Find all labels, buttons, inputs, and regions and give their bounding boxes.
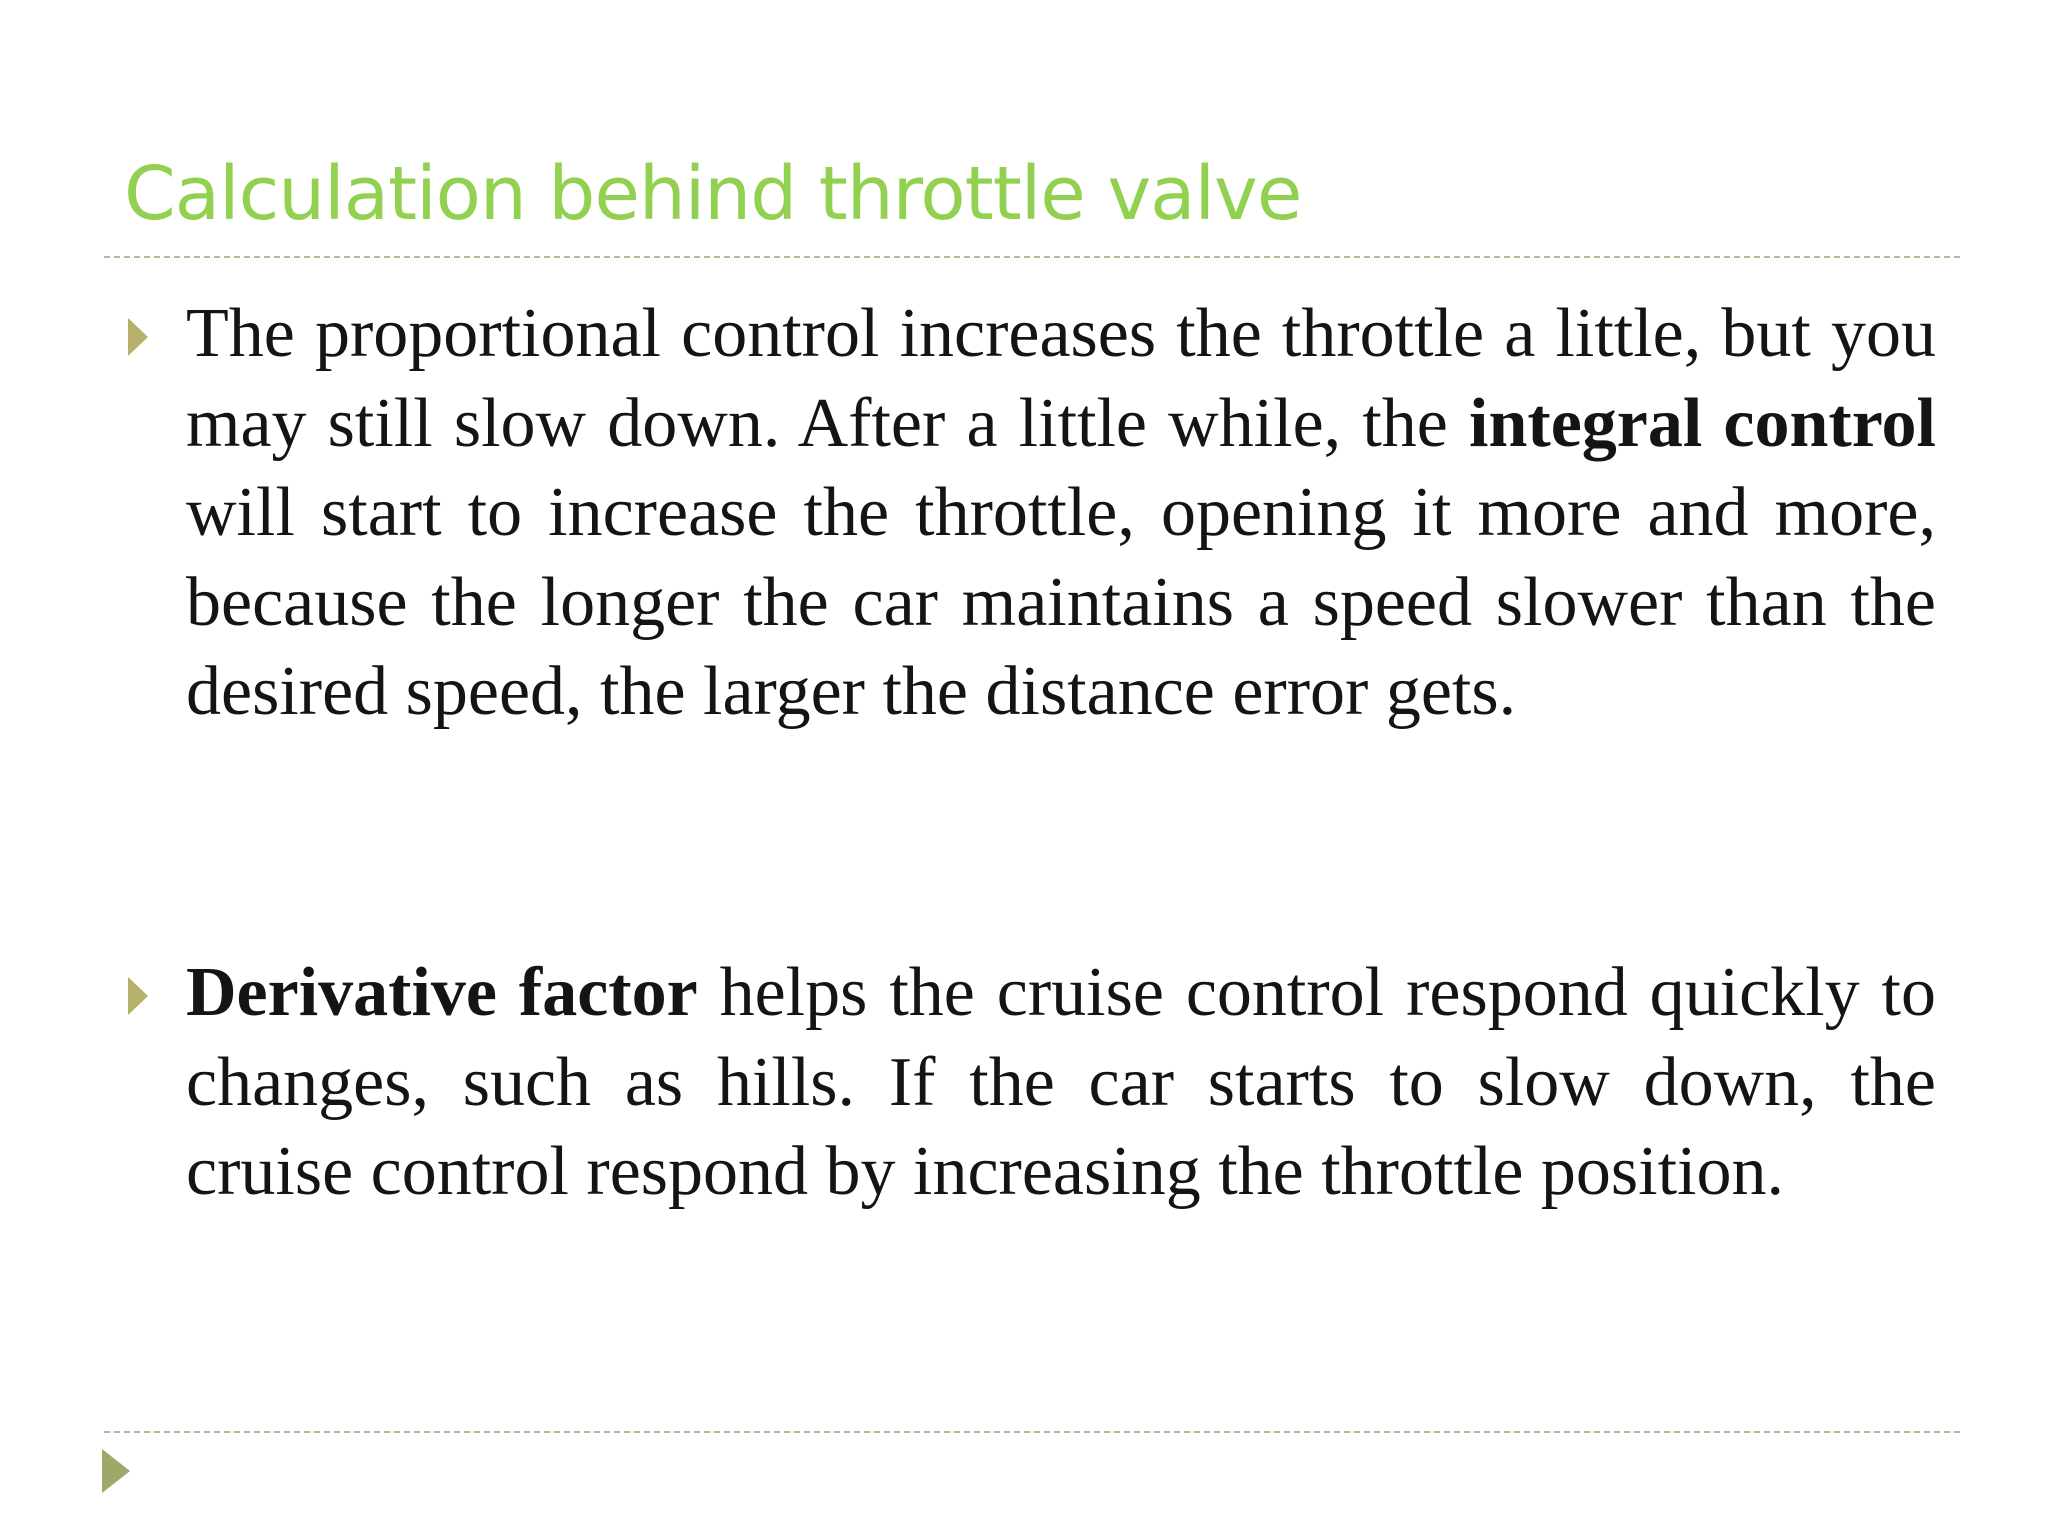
bullet-text: helps the cruise control respond quickly to changes, such as hills. If the car starts to slow down, the cruise control respond by increasing the throttle position. <box>186 954 1936 1210</box>
bullet-text: will start to increase the throttle, opening it more and more, because the longer the car maintains a speed slower than the desired speed, the larger the distance error gets. <box>186 474 1936 730</box>
bold-term: Derivative factor <box>186 954 698 1031</box>
triangle-right-icon <box>128 977 148 1015</box>
triangle-right-icon <box>128 318 148 356</box>
triangle-right-icon <box>102 1449 130 1493</box>
bullet-item <box>186 948 1936 1217</box>
bold-term: integral control <box>1469 384 1936 462</box>
bullet-text: The proportional control increases the throttle a little, but you may still slow down. After a little while, the <box>186 295 1936 462</box>
top-divider <box>104 256 1960 258</box>
bullet-item <box>186 289 1936 737</box>
slide-title: Calculation behind throttle valve <box>124 151 1302 237</box>
bottom-divider <box>104 1431 1960 1433</box>
